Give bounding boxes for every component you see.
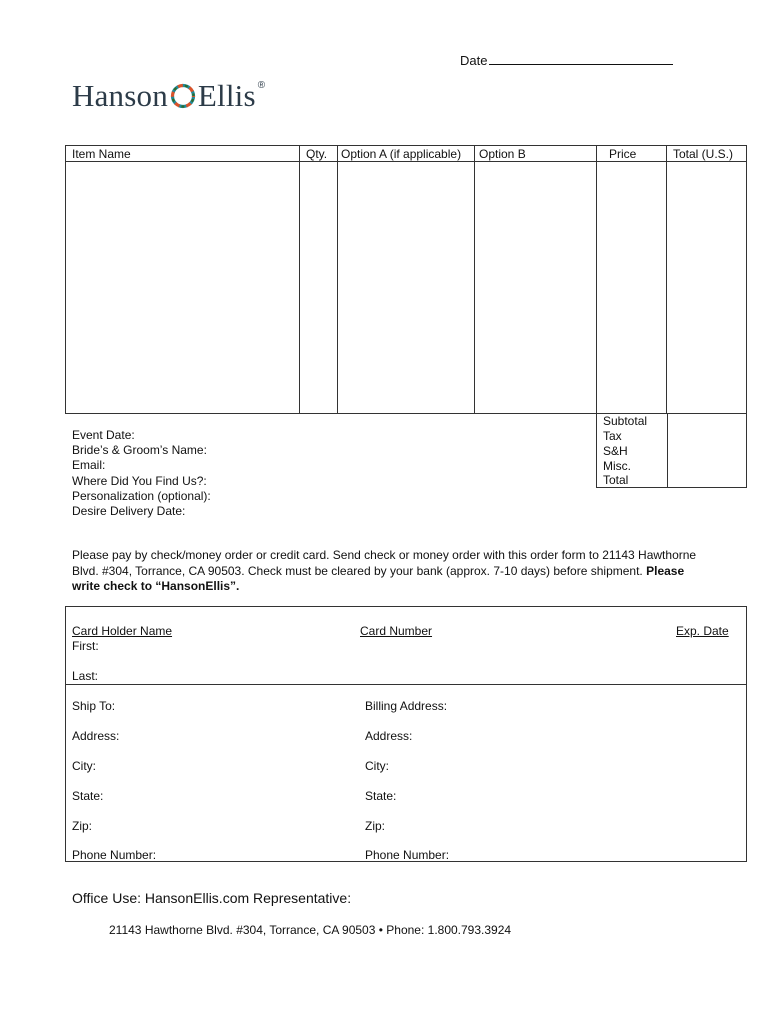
totals-values-field[interactable] bbox=[668, 414, 746, 487]
subtotal-label: Subtotal bbox=[603, 414, 648, 428]
brand-logo bbox=[72, 76, 265, 116]
total-label: Total bbox=[603, 473, 629, 487]
couple-name-field[interactable]: Bride’s & Groom’s Name: bbox=[72, 443, 207, 458]
misc-label: Misc. bbox=[603, 459, 631, 473]
col-item-name: Item Name bbox=[72, 147, 131, 161]
event-info bbox=[72, 428, 211, 519]
order-table bbox=[65, 145, 747, 414]
exp-date-label: Exp. Date bbox=[676, 624, 729, 638]
email-field[interactable]: Email: bbox=[72, 458, 106, 473]
bill-city-field[interactable]: City: bbox=[365, 759, 389, 773]
last-name-field[interactable]: Last: bbox=[72, 669, 99, 683]
col-qty: Qty. bbox=[306, 147, 328, 161]
first-name-field[interactable]: First: bbox=[72, 639, 99, 653]
footer-address: 21143 Hawthorne Blvd. #304, Torrance, CA 90503 • Phone: 1.800.793.3924 bbox=[109, 923, 512, 937]
brand-name-left: Hanson bbox=[72, 78, 168, 113]
item-rows-area[interactable] bbox=[66, 162, 746, 413]
date-field[interactable] bbox=[460, 52, 673, 68]
card-number-label: Card Number bbox=[360, 624, 433, 638]
bill-state-field[interactable]: State: bbox=[365, 789, 397, 803]
ship-state-field[interactable]: State: bbox=[72, 789, 104, 803]
sh-label: S&H bbox=[603, 444, 628, 458]
col-option-b: Option B bbox=[479, 147, 526, 161]
billing-address-field[interactable]: Billing Address: bbox=[365, 699, 448, 713]
brand-name-right: Ellis bbox=[197, 78, 256, 113]
referral-field[interactable]: Where Did You Find Us?: bbox=[72, 473, 207, 488]
payment-shipping-box bbox=[65, 606, 747, 862]
col-total: Total (U.S.) bbox=[673, 147, 734, 161]
payment-text: Please pay by check/money order or credit card. Send check or money order with this order form to 21143 Hawthorne Blvd. #304, Torrance, CA 90503. Check must be cleared by your bank (approx. 7-10 days) before shipment. bbox=[72, 548, 697, 578]
event-date-field[interactable]: Event Date: bbox=[72, 428, 135, 442]
ship-zip-field[interactable]: Zip: bbox=[72, 819, 93, 833]
tax-label: Tax bbox=[603, 429, 622, 443]
payment-instructions bbox=[72, 548, 712, 595]
personalization-field[interactable]: Personalization (optional): bbox=[72, 488, 211, 503]
box-divider bbox=[66, 684, 746, 685]
bill-phone-field[interactable]: Phone Number: bbox=[365, 848, 450, 862]
registered-mark: ® bbox=[257, 80, 266, 91]
col-price: Price bbox=[609, 147, 637, 161]
date-underline bbox=[489, 52, 673, 65]
payment-check-note: Please write check to “HansonEllis”. bbox=[72, 563, 685, 593]
ship-city-field[interactable]: City: bbox=[72, 759, 96, 773]
bill-address-field[interactable]: Address: bbox=[365, 729, 413, 743]
delivery-date-field[interactable]: Desire Delivery Date: bbox=[72, 504, 186, 519]
wreath-o-icon bbox=[169, 82, 197, 110]
office-use-line: Office Use: HansonEllis.com Representative: bbox=[72, 890, 352, 906]
col-option-a: Option A (if applicable) bbox=[341, 147, 462, 161]
ship-phone-field[interactable]: Phone Number: bbox=[72, 848, 157, 862]
ship-to-field[interactable]: Ship To: bbox=[72, 699, 116, 713]
date-label: Date bbox=[460, 53, 488, 68]
ship-address-field[interactable]: Address: bbox=[72, 729, 120, 743]
totals-box bbox=[596, 413, 747, 488]
card-holder-label: Card Holder Name bbox=[72, 624, 173, 638]
bill-zip-field[interactable]: Zip: bbox=[365, 819, 386, 833]
